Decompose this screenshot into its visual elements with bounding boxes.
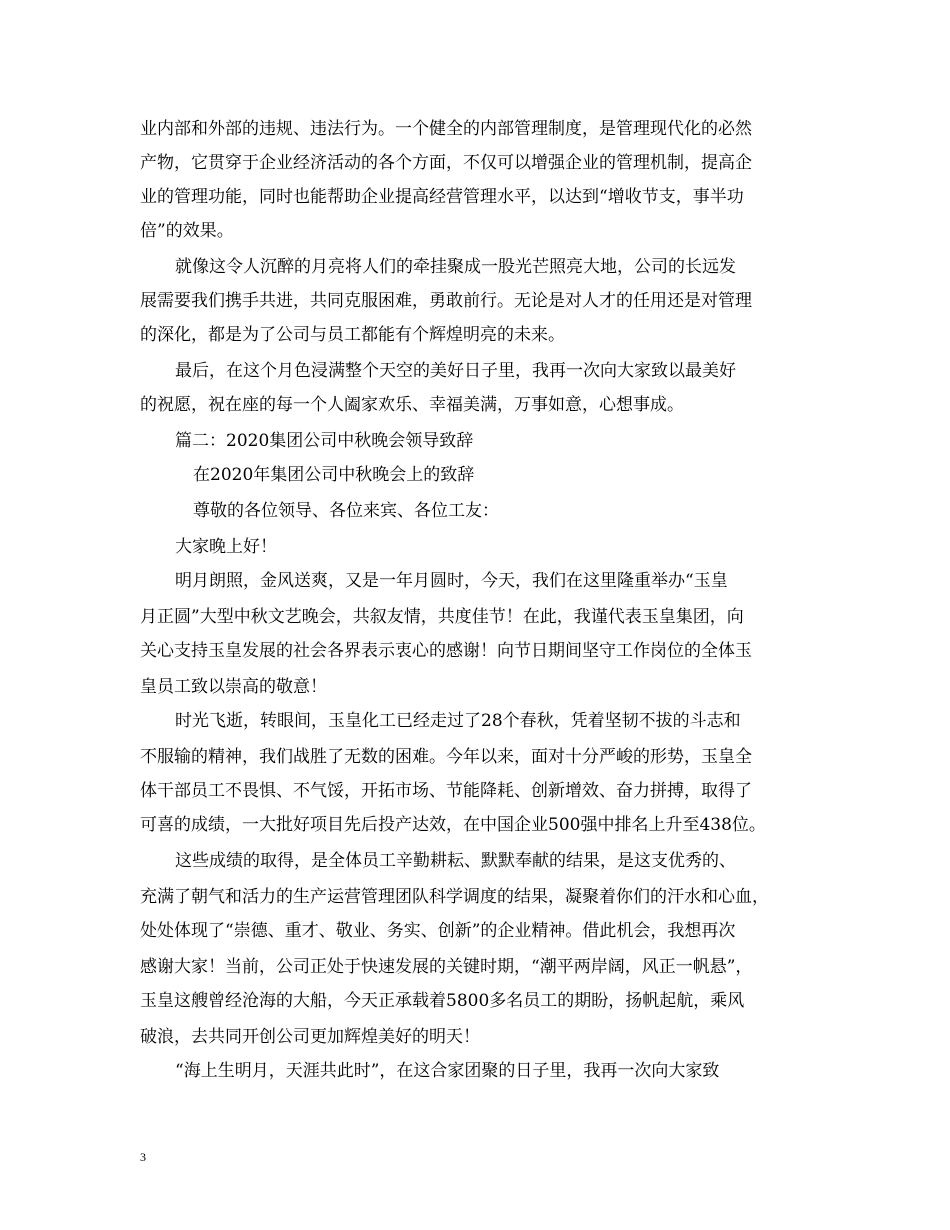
body-line: 不服输的精神，我们战胜了无数的困难。今年以来，面对十分严峻的形势，玉皇全 [140,747,752,767]
body-line: 展需要我们携手共进，共同克服困难，勇敢前行。无论是对人才的任用还是对管理 [140,291,752,311]
body-line: 业的管理功能，同时也能帮助企业提高经营管理水平，以达到“增收节支，事半功 [140,187,744,207]
body-line: 皇员工致以崇高的敬意！ [140,677,327,697]
greeting: 大家晚上好！ [175,537,277,557]
body-line: 可喜的成绩，一大批好项目先后投产达效，在中国企业500强中排名上升至438位。 [140,815,766,835]
body-line: 的祝愿，祝在座的每一个人阖家欢乐、幸福美满，万事如意，心想事成。 [140,395,684,415]
body-line: 最后，在这个月色浸满整个天空的美好日子里，我再一次向大家致以最美好 [175,361,736,381]
page-number: 3 [140,1150,146,1164]
body-line: 玉皇这艘曾经沧海的大船，今天正承载着5800多名员工的期盼，扬帆起航，乘风 [140,991,745,1011]
body-line: “海上生明月，天涯共此时”，在这合家团聚的日子里，我再一次向大家致 [175,1061,720,1081]
body-line: 时光飞逝，转眼间，玉皇化工已经走过了28个春秋，凭着坚韧不拔的斗志和 [175,711,741,731]
body-line: 就像这令人沉醉的月亮将人们的牵挂聚成一股光芒照亮大地，公司的长远发 [175,257,736,277]
section-heading: 篇二：2020集团公司中秋晚会领导致辞 [175,431,474,451]
body-line: 月正圆”大型中秋文艺晚会，共叙友情，共度佳节！在此，我谨代表玉皇集团，向 [140,607,744,627]
body-line: 的深化，都是为了公司与员工都能有个辉煌明亮的未来。 [140,325,565,345]
body-line: 产物，它贯穿于企业经济活动的各个方面，不仅可以增强企业的管理机制，提高企 [140,153,752,173]
body-line: 明月朗照，金风送爽，又是一年月圆时，今天，我们在这里隆重举办“玉皇 [175,571,728,591]
body-line: 处处体现了“崇德、重才、敬业、务实、创新”的企业精神。借此机会，我想再次 [140,921,736,941]
body-line: 业内部和外部的违规、违法行为。一个健全的内部管理制度，是管理现代化的必然 [140,119,752,139]
body-line: 充满了朝气和活力的生产运营管理团队科学调度的结果，凝聚着你们的汗水和心血， [140,887,769,907]
body-line: 破浪，去共同开创公司更加辉煌美好的明天！ [140,1027,480,1047]
salutation: 尊敬的各位领导、各位来宾、各位工友： [193,501,499,521]
body-line: 体干部员工不畏惧、不气馁，开拓市场、节能降耗、创新增效、奋力拼搏，取得了 [140,781,752,801]
body-line: 倍”的效果。 [140,221,234,241]
body-line: 这些成绩的取得，是全体员工辛勤耕耘、默默奉献的结果，是这支优秀的、 [175,851,736,871]
body-line: 感谢大家！当前，公司正处于快速发展的关键时期，“潮平两岸阔，风正一帆悬”， [140,957,753,977]
body-line: 关心支持玉皇发展的社会各界表示衷心的感谢！向节日期间坚守工作岗位的全体玉 [140,641,752,661]
speech-title: 在2020年集团公司中秋晚会上的致辞 [193,465,475,485]
